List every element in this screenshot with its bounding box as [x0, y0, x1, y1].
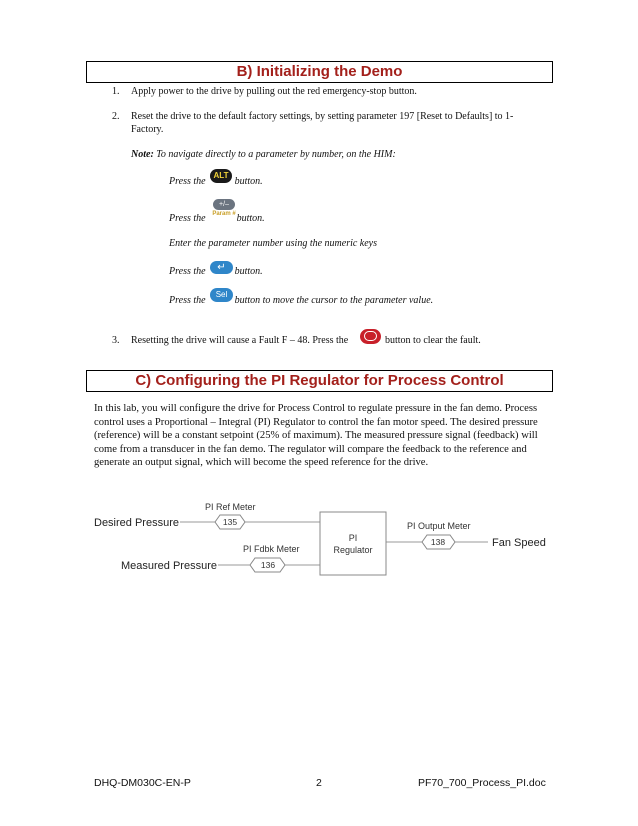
note-label: Note: [131, 149, 154, 160]
enter-key-icon: ↵ [210, 261, 233, 274]
step-text: Apply power to the drive by pulling out the red emergency-stop button. [131, 86, 417, 97]
measured-pressure-label: Measured Pressure [121, 560, 217, 572]
pi-output-meter-label: PI Output Meter [407, 521, 471, 531]
instruction-text: Press the [169, 176, 206, 187]
instruction-text: Press the [169, 295, 206, 306]
instruction-text: button to move the cursor to the parameter value. [234, 295, 434, 306]
instruction-text: button. [236, 213, 265, 224]
pi-fdbk-param: 136 [260, 560, 276, 570]
step-number: 1. [112, 86, 120, 97]
pi-fdbk-meter-label: PI Fdbk Meter [243, 544, 300, 554]
step-text: Resetting the drive will cause a Fault F – 48. Press the [131, 335, 349, 346]
step-number: 2. [112, 111, 120, 122]
section-b-title: B) Initializing the Demo [86, 61, 553, 83]
intro-paragraph: In this lab, you will configure the drive for Process Control to regulate pressure in the fan demo. Process control uses a Proportional – Integral (PI) Regulator to control the fan motor speed. The desired pressure (reference) will be a constant setpoint (25% of maximum). The measured pressure signal (feedback) will come from a transducer in the fan demo. The regulator will compare the feedback to the reference and generate an output signal, which will become the speed reference for the drive. [94, 403, 538, 469]
step-number: 3. [112, 335, 120, 346]
instruction-text: button. [234, 266, 263, 277]
instruction-text: button. [234, 176, 263, 187]
footer-page-number: 2 [316, 777, 322, 789]
instruction-enter-number: Enter the parameter number using the numeric keys [169, 238, 378, 249]
plus-minus-label: +/– [213, 199, 235, 210]
pi-regulator-diagram [0, 495, 638, 585]
pi-ref-meter-label: PI Ref Meter [205, 502, 256, 512]
sel-key-icon: Sel [210, 288, 233, 302]
step-text: button to clear the fault. [385, 335, 481, 346]
fan-speed-label: Fan Speed [492, 537, 546, 549]
footer-filename: PF70_700_Process_PI.doc [418, 777, 546, 789]
param-key-icon [212, 199, 236, 219]
instruction-text: Press the [169, 213, 206, 224]
regulator-label-line2: Regulator [333, 545, 373, 555]
regulator-label-line1: PI [348, 533, 358, 543]
pi-output-param: 138 [430, 537, 446, 547]
note-text: To navigate directly to a parameter by number, on the HIM: [153, 149, 396, 160]
instruction-text: Press the [169, 266, 206, 277]
pi-regulator-box [320, 512, 386, 575]
stop-key-icon [360, 329, 381, 344]
desired-pressure-label: Desired Pressure [94, 517, 179, 529]
section-c-title: C) Configuring the PI Regulator for Process Control [86, 370, 553, 392]
footer-doc-id: DHQ-DM030C-EN-P [94, 777, 191, 789]
alt-key-icon: ALT [210, 169, 232, 183]
instruction-sel [169, 294, 433, 307]
note [131, 148, 396, 161]
param-label: Param # [212, 211, 236, 217]
pi-ref-param: 135 [222, 517, 238, 527]
step-text: Reset the drive to the default factory settings, by setting parameter 197 [Reset to Defaults] to 1-Factory. [131, 111, 514, 135]
